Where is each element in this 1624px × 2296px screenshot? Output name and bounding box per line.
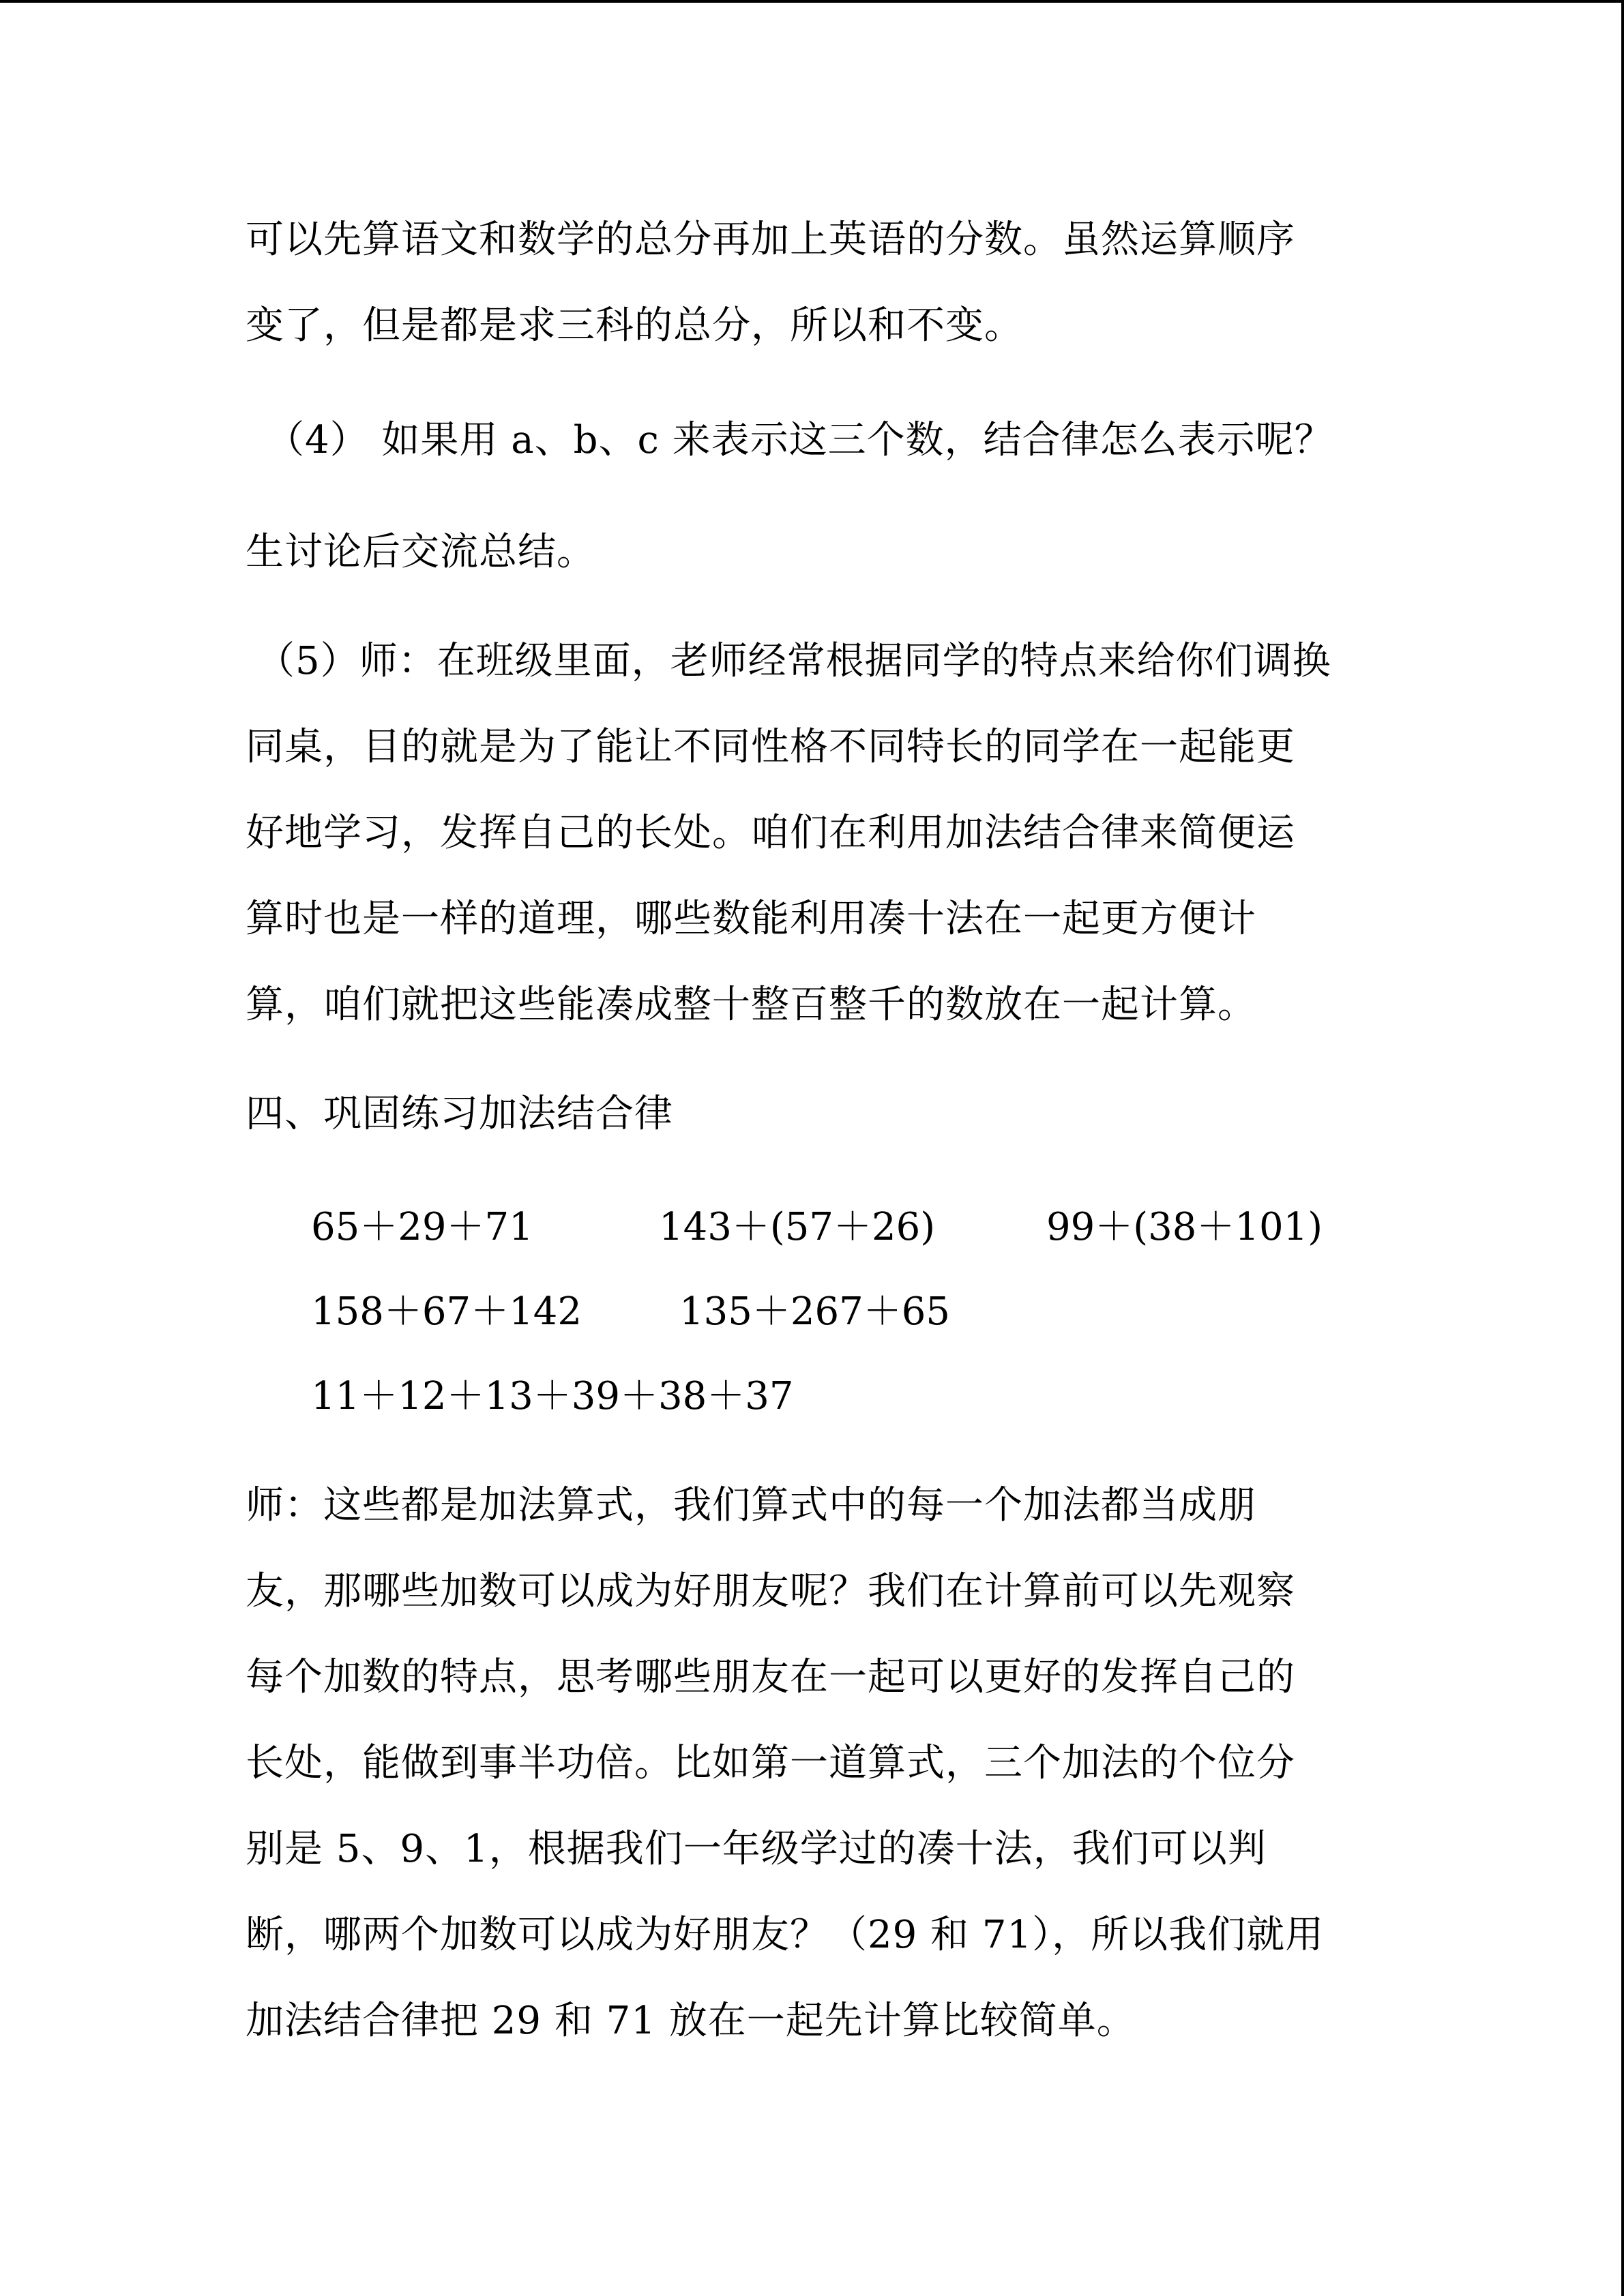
exercise-expression: 135＋267＋65 <box>679 1289 951 1334</box>
exercise-expression: 99＋(38＋101) <box>1046 1205 1323 1249</box>
paragraph-line: 加法结合律把 29 和 71 放在一起先计算比较简单。 <box>246 1999 1136 2043</box>
paragraph-line: 算，咱们就把这些能凑成整十整百整千的数放在一起计算。 <box>246 983 1256 1027</box>
paragraph-line: 生讨论后交流总结。 <box>246 530 595 574</box>
question-4: （4） 如果用 a、b、c 来表示这三个数，结合律怎么表示呢？ <box>266 418 1333 462</box>
paragraph-line: 变了，但是都是求三科的总分，所以和不变。 <box>246 303 1023 348</box>
paragraph-line: 算时也是一样的道理，哪些数能利用凑十法在一起更方便计 <box>246 897 1256 941</box>
paragraph-line: 师：这些都是加法算式，我们算式中的每一个加法都当成朋 <box>246 1483 1256 1527</box>
paragraph-line: 好地学习，发挥自己的长处。咱们在利用加法结合律来简便运 <box>246 811 1295 855</box>
exercise-expression: 11＋12＋13＋39＋38＋37 <box>311 1374 794 1418</box>
exercise-expression: 158＋67＋142 <box>311 1289 582 1334</box>
paragraph-line: 长处，能做到事半功倍。比如第一道算式，三个加法的个位分 <box>246 1741 1295 1785</box>
page-border-top <box>0 0 1624 3</box>
paragraph-line: 别是 5、9、1，根据我们一年级学过的凑十法，我们可以判 <box>246 1827 1267 1871</box>
paragraph-line: 断，哪两个加数可以成为好朋友？（29 和 71），所以我们就用 <box>246 1913 1325 1957</box>
exercise-expression: 143＋(57＋26) <box>659 1205 936 1249</box>
section-heading: 四、巩固练习加法结合律 <box>246 1092 673 1136</box>
paragraph-line: 每个加数的特点，思考哪些朋友在一起可以更好的发挥自己的 <box>246 1655 1295 1699</box>
exercise-expression: 65＋29＋71 <box>311 1205 533 1249</box>
paragraph-line: 可以先算语文和数学的总分再加上英语的分数。虽然运算顺序 <box>246 218 1295 262</box>
page-border-right <box>1621 0 1624 2296</box>
paragraph-line: 友，那哪些加数可以成为好朋友呢？我们在计算前可以先观察 <box>246 1569 1295 1613</box>
paragraph-line: （5）师：在班级里面，老师经常根据同学的特点来给你们调换 <box>256 639 1331 683</box>
paragraph-line: 同桌，目的就是为了能让不同性格不同特长的同学在一起能更 <box>246 725 1295 769</box>
